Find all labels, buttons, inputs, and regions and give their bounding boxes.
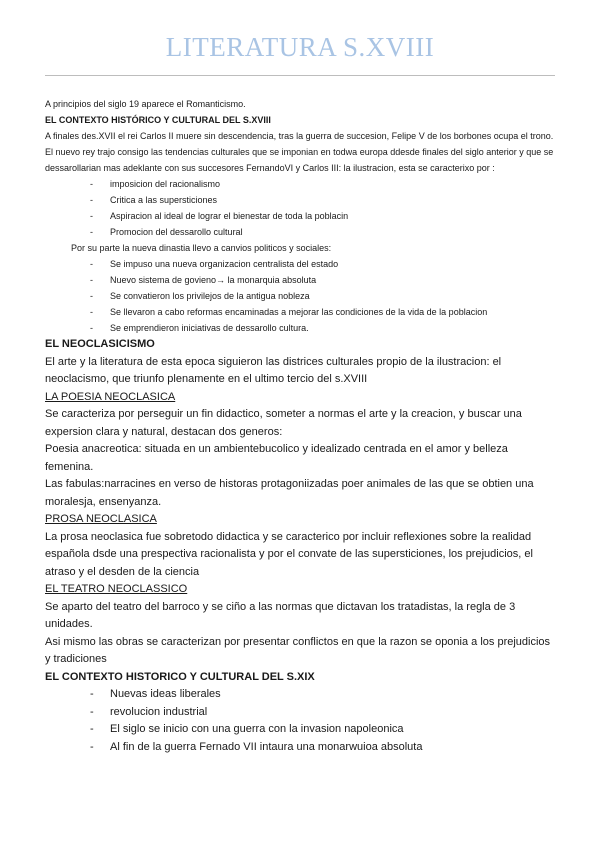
list-item: - Critica a las supersticiones bbox=[45, 192, 557, 208]
list-item: - Se impuso una nueva organizacion centralista del estado bbox=[45, 256, 557, 272]
list-item: - imposicion del racionalismo bbox=[45, 176, 557, 192]
poesia-paragraph-3: Las fabulas:narracines en verso de historas protagoniizadas poer animales de las que se obtien una moralesja, ensenyanza. bbox=[45, 478, 534, 508]
ilustracion-list bbox=[45, 176, 557, 240]
dinastia-list bbox=[45, 256, 557, 336]
list-item: - Nuevas ideas liberales bbox=[45, 686, 557, 704]
document-body bbox=[45, 96, 557, 756]
section-heading-s18: EL CONTEXTO HISTÓRICO Y CULTURAL DEL S.XVIII bbox=[45, 115, 271, 125]
document-title: LITERATURA S.XVIII bbox=[165, 32, 435, 62]
neoclasicismo-heading: EL NEOCLASICISMO bbox=[45, 338, 155, 350]
dinastia-intro: Por su parte la nueva dinastia llevo a canvios politicos y sociales: bbox=[71, 243, 332, 253]
list-item: - Nuevo sistema de govieno→ la monarquia absoluta bbox=[45, 272, 557, 288]
teatro-paragraph-2: Asi mismo las obras se caracterizan por presentar conflictos en que la razon se oponia a los prejudicios y tradiciones bbox=[45, 635, 551, 665]
intro-text: A principios del siglo 19 aparece el Romanticismo. bbox=[45, 99, 246, 109]
title-divider bbox=[45, 75, 555, 76]
prosa-paragraph: La prosa neoclasica fue sobretodo didactica y se caracterico por incluir reflexiones sobre la realidad española dsde una prespectiva racionalista y por el convate de las supersticiones, los prejudicios, el atraso y el desden de la ciencia bbox=[45, 530, 533, 578]
list-item: - revolucion industrial bbox=[45, 704, 557, 722]
poesia-paragraph-1: Se caracteriza por perseguir un fin didactico, someter a normas el arte y la creacion, y buscar una expersion clara y natural, destacan dos generos: bbox=[45, 408, 522, 438]
list-item: - Al fin de la guerra Fernado VII intaura una monarwuioa absoluta bbox=[45, 739, 557, 757]
list-item: - El siglo se inicio con una guerra con la invasion napoleonica bbox=[45, 721, 557, 739]
section-paragraph-s18: A finales des.XVII el rei Carlos II muere sin descendencia, tras la guerra de succesion, Felipe V de los borbones ocupa el trono. El nuevo rey trajo consigo las tendencias culturales que se imponian en todwa europa ddesde finales del siglo anterior y que se dessarollarian mas adeklante con sus succesores FernandoVI y Carlos III: la ilustracion, esta se caracterixo por : bbox=[45, 131, 554, 173]
teatro-paragraph-1: Se aparto del teatro del barroco y se ciño a las normas que dictavan los tratadistas, la regla de 3 unidades. bbox=[45, 600, 516, 630]
section-heading-s19: EL CONTEXTO HISTORICO Y CULTURAL DEL S.XIX bbox=[45, 670, 315, 683]
list-item: - Promocion del dessarollo cultural bbox=[45, 224, 557, 240]
list-item: - Se emprendieron iniciativas de dessarollo cultura. bbox=[45, 320, 557, 336]
neoclasicismo-paragraph: El arte y la literatura de esta epoca siguieron las districes culturales propio de la ilustracion: el neoclacismo, que triunfo plenamente en el ultimo tercio del s.XVIII bbox=[45, 355, 502, 385]
poesia-heading: LA POESIA NEOCLASICA bbox=[45, 390, 176, 403]
poesia-paragraph-2: Poesia anacreotica: situada en un ambientebucolico y idealizado centrada en el amor y belleza femenina. bbox=[45, 443, 508, 473]
list-item: - Se llevaron a cabo reformas encaminadas a mejorar las condiciones de la vida de la poblacion bbox=[45, 304, 557, 320]
teatro-heading: EL TEATRO NEOCLASSICO bbox=[45, 583, 188, 595]
list-item: - Se convatieron los privilejos de la antigua nobleza bbox=[45, 288, 557, 304]
list-item: - Aspiracion al ideal de lograr el bienestar de toda la poblacin bbox=[45, 208, 557, 224]
prosa-heading: PROSA NEOCLASICA bbox=[45, 513, 157, 525]
s19-list bbox=[45, 686, 557, 756]
